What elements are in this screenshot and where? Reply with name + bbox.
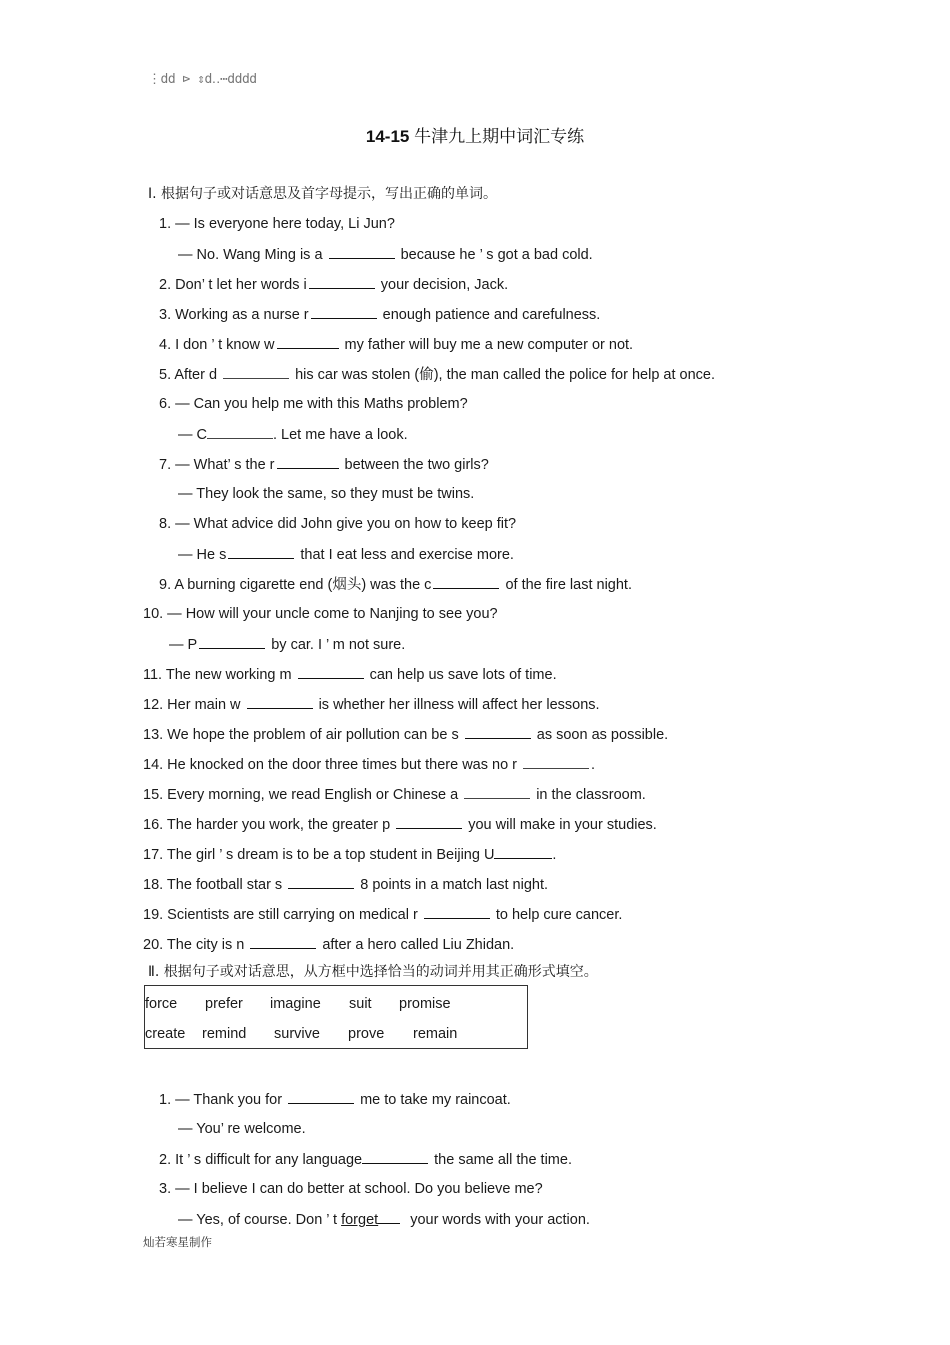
q16-blank[interactable] [396, 814, 462, 829]
word-promise: promise [399, 996, 451, 1012]
q3-line: 3. Working as a nurse r enough patience and carefulness. [159, 304, 600, 325]
q4-line: 4. I don ’ t know w my father will buy me a new computer or not. [159, 334, 633, 355]
q15-blank[interactable] [464, 784, 530, 799]
q2-line: 2. Don’ t let her words i your decision, Jack. [159, 274, 508, 295]
q10-blank[interactable] [199, 634, 265, 649]
q2-blank[interactable] [309, 274, 375, 289]
word-survive: survive [274, 1026, 320, 1042]
q8-question: 8. — What advice did John give you on how to keep fit? [159, 516, 517, 532]
q1-question: 1. — Is everyone here today, Li Jun? [159, 216, 395, 232]
word-remind: remind [202, 1026, 247, 1042]
q20-line: 20. The city is n after a hero called Liu Zhidan. [143, 934, 514, 955]
q20-blank[interactable] [250, 934, 316, 949]
q14-line: 14. He knocked on the door three times but there was no r . [143, 754, 595, 775]
s2-q1-question: 1. — Thank you for me to take my raincoat. [159, 1089, 511, 1110]
q18-line: 18. The football star s 8 points in a match last night. [143, 874, 548, 895]
q19-line: 19. Scientists are still carrying on medical r to help cure cancer. [143, 904, 622, 925]
s2-q1-reply: — You’ re welcome. [178, 1121, 306, 1137]
s2-q1-blank[interactable] [288, 1089, 354, 1104]
q4-blank[interactable] [277, 334, 339, 349]
q8-blank[interactable] [228, 544, 294, 559]
q6-question: 6. — Can you help me with this Maths problem? [159, 396, 468, 412]
title-text: 牛津九上期中词汇专练 [414, 127, 585, 146]
q15-line: 15. Every morning, we read English or Chinese a in the classroom. [143, 784, 646, 805]
q6-blank[interactable] [207, 424, 273, 439]
s2-q2-blank[interactable] [362, 1149, 428, 1164]
title-number: 14-15 [365, 127, 410, 146]
q11-blank[interactable] [298, 664, 364, 679]
s2-q3-answer-line: — Yes, of course. Don ’ t forget your words with your action. [178, 1209, 590, 1230]
s2-q3-blank-tail [378, 1209, 400, 1224]
section-1-heading: Ⅰ. 根据句子或对话意思及首字母提示，写出正确的单词。 [148, 186, 498, 202]
word-imagine: imagine [270, 996, 321, 1012]
s2-q2-line: 2. It ’ s difficult for any language the same all the time. [159, 1149, 572, 1170]
q1-blank[interactable] [329, 244, 395, 259]
word-prove: prove [348, 1026, 385, 1042]
word-suit: suit [349, 996, 372, 1012]
q11-line: 11. The new working m can help us save lots of time. [143, 664, 557, 685]
footer-credit: 灿若寒星制作 [143, 1235, 212, 1249]
s2-q3-question: 3. — I believe I can do better at school. Do you believe me? [159, 1181, 543, 1197]
q14-blank[interactable] [523, 754, 589, 769]
q9-line: 9. A burning cigarette end (烟头) was the c of the fire last night. [159, 574, 632, 595]
q13-blank[interactable] [465, 724, 531, 739]
word-prefer: prefer [205, 996, 243, 1012]
q8-answer-line: — He s that I eat less and exercise more. [178, 544, 514, 565]
q18-blank[interactable] [288, 874, 354, 889]
q9-blank[interactable] [433, 574, 499, 589]
q1-answer-line: — No. Wang Ming is a because he ’ s got a bad cold. [178, 244, 593, 265]
word-create: create [145, 1026, 186, 1042]
word-force: force [145, 996, 178, 1012]
q12-line: 12. Her main w is whether her illness will affect her lessons. [143, 694, 600, 715]
q17-line: 17. The girl ’ s dream is to be a top student in Beijing U . [143, 844, 556, 865]
word-bank-box [144, 985, 528, 1049]
q16-line: 16. The harder you work, the greater p you will make in your studies. [143, 814, 657, 835]
q17-blank[interactable] [494, 844, 552, 859]
q13-line: 13. We hope the problem of air pollution can be s as soon as possible. [143, 724, 668, 745]
q5-blank[interactable] [223, 364, 289, 379]
q5-line: 5. After d his car was stolen (偷), the man called the police for help at once. [159, 364, 715, 385]
header-watermark: ⋮dd ⊳ ⇕d‥⋯dddd [148, 72, 257, 87]
s2-q3-filled-answer: forget [341, 1212, 379, 1228]
page-title [0, 122, 950, 147]
q7-question: 7. — What’ s the r between the two girls? [159, 454, 489, 475]
word-remain: remain [413, 1026, 458, 1042]
q12-blank[interactable] [247, 694, 313, 709]
q7-blank[interactable] [277, 454, 339, 469]
q10-question: 10. — How will your uncle come to Nanjing to see you? [143, 606, 498, 622]
q3-blank[interactable] [311, 304, 377, 319]
q10-answer-line: — P by car. I ’ m not sure. [169, 634, 405, 655]
q7-answer-line: — They look the same, so they must be twins. [178, 486, 475, 502]
q19-blank[interactable] [424, 904, 490, 919]
q6-answer-line: — C . Let me have a look. [178, 424, 408, 445]
section-2-heading: Ⅱ. 根据句子或对话意思，从方框中选择恰当的动词并用其正确形式填空。 [148, 964, 598, 980]
